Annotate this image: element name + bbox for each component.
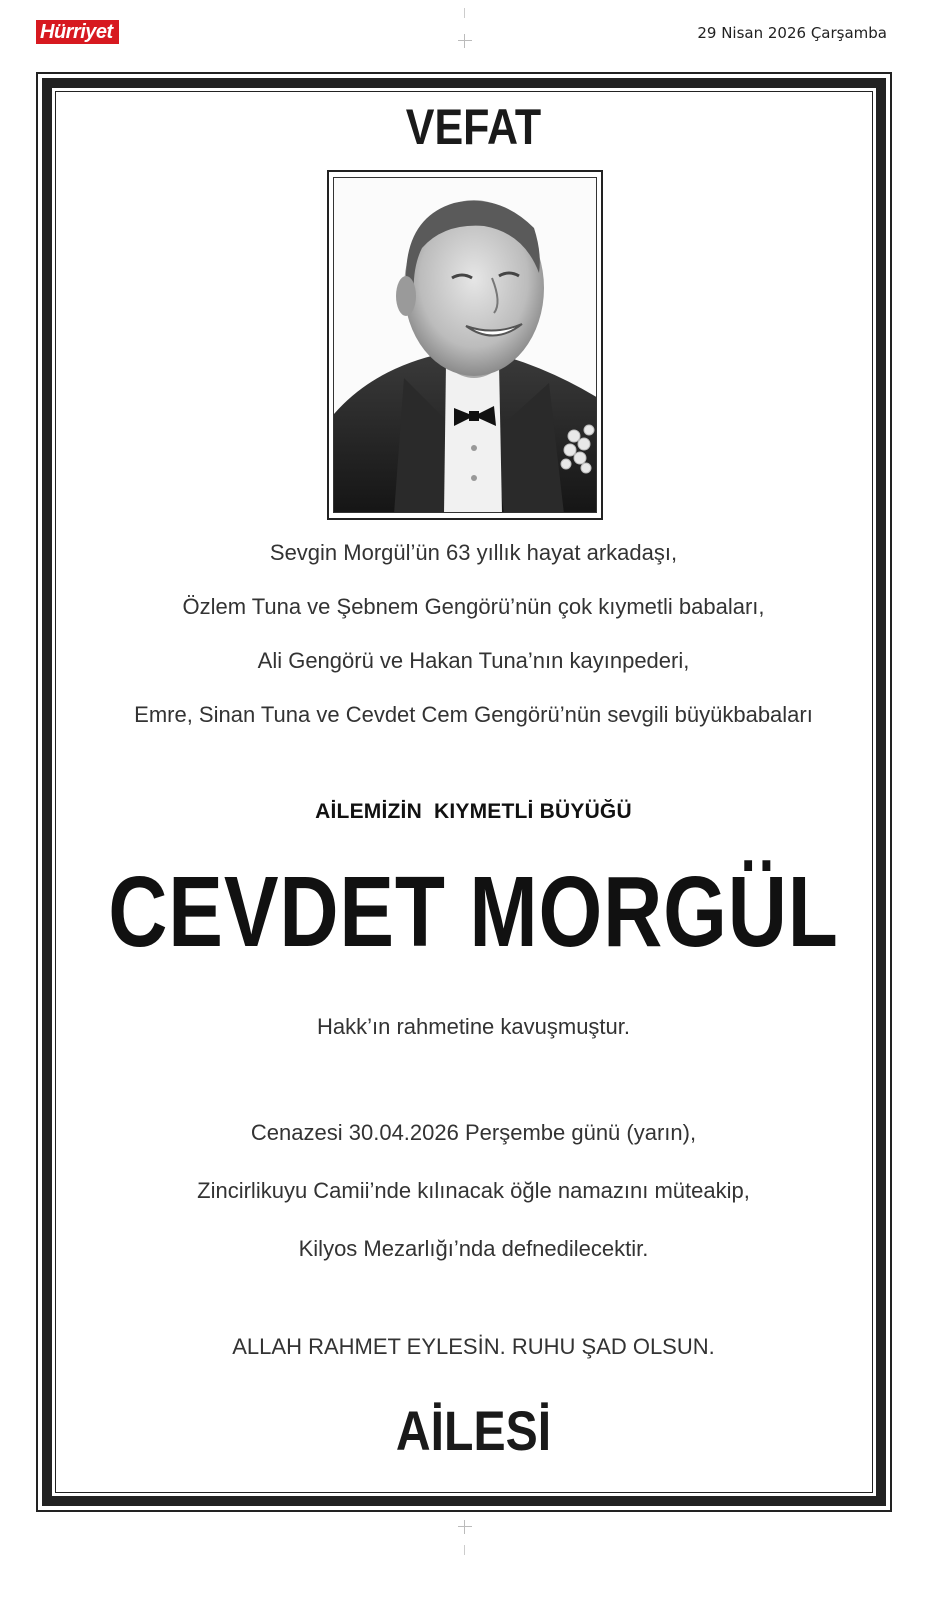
subheading: AİLEMİZİN KIYMETLİ BÜYÜĞÜ xyxy=(315,800,632,823)
funeral-line-2: Zincirlikuyu Camii’nde kılınacak öğle namazını müteakip, xyxy=(197,1178,750,1203)
intro-line-3: Ali Gengörü ve Hakan Tuna’nın kayınpederi, xyxy=(257,648,690,673)
portrait-photo xyxy=(333,177,597,513)
funeral-line-1: Cenazesi 30.04.2026 Perşembe günü (yarın), xyxy=(250,1120,697,1145)
funeral-line-3: Kilyos Mezarlığı’nda defnedilecektir. xyxy=(298,1236,649,1261)
registration-tick-bottom xyxy=(464,1545,465,1555)
registration-mark-top xyxy=(458,34,472,48)
intro-line-4: Emre, Sinan Tuna ve Cevdet Cem Gengörü’nün sevgili büyükbabaları xyxy=(134,702,813,727)
prayer-line: ALLAH RAHMET EYLESİN. RUHU ŞAD OLSUN. xyxy=(232,1334,715,1359)
publication-date: 29 Nisan 2026 Çarşamba xyxy=(697,24,887,42)
intro-line-1: Sevgin Morgül’ün 63 yıllık hayat arkadaşı, xyxy=(269,540,678,565)
signature: AİLESİ xyxy=(395,1399,552,1462)
hurriyet-logo[interactable]: Hürriyet xyxy=(36,20,119,44)
notice-title: VEFAT xyxy=(405,99,542,155)
passing-line: Hakk’ın rahmetine kavuşmuştur. xyxy=(316,1014,631,1039)
deceased-name: CEVDET MORGÜL xyxy=(108,856,839,968)
intro-line-2: Özlem Tuna ve Şebnem Gengörü’nün çok kıymetli babaları, xyxy=(182,594,765,619)
registration-mark-bottom xyxy=(458,1520,472,1534)
registration-tick-top xyxy=(464,8,465,18)
